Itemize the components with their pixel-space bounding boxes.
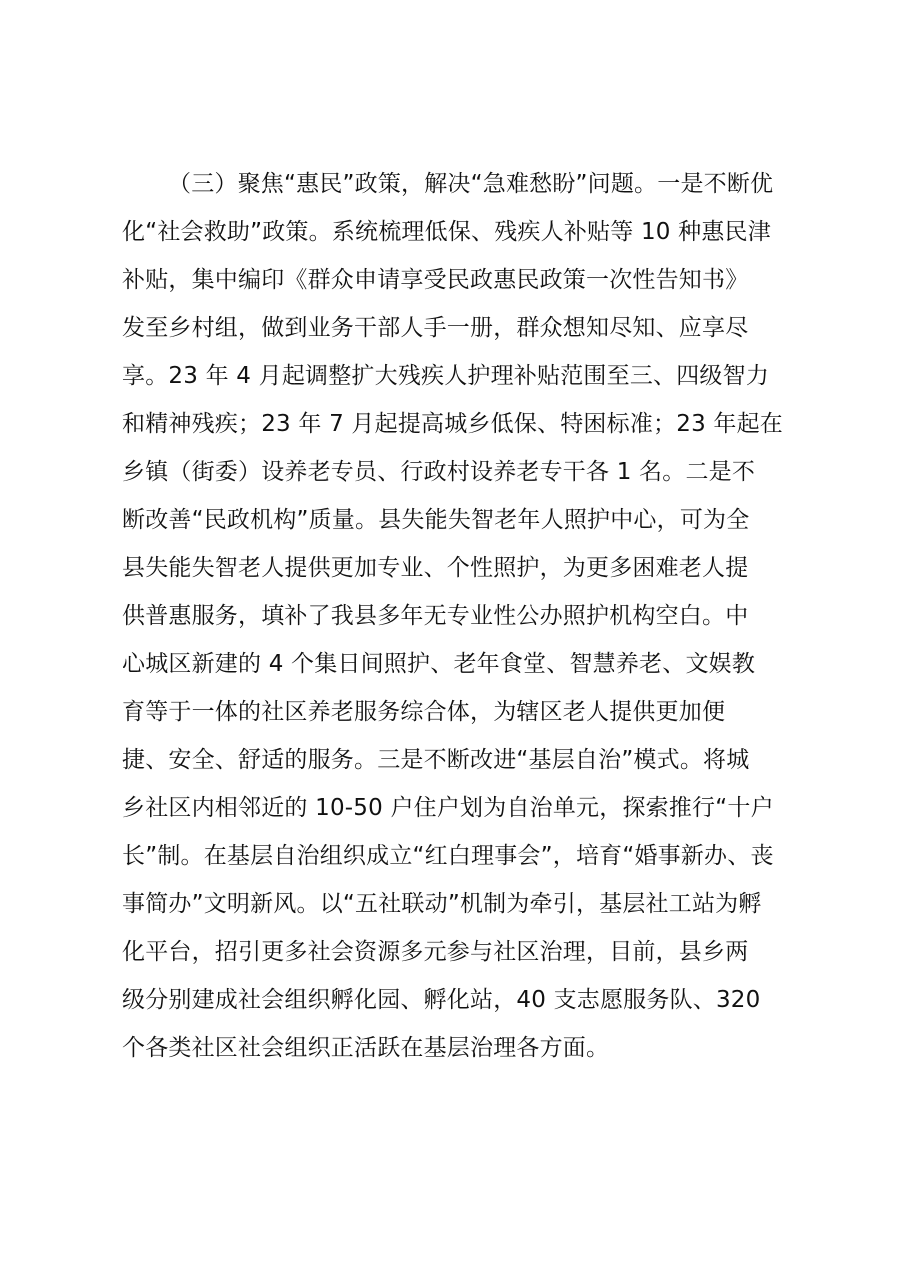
- paragraph-line: 长”制。在基层自治组织成立“红白理事会”，培育“婚事新办、丧: [122, 843, 774, 869]
- paragraph-line: 捷、安全、舒适的服务。三是不断改进“基层自治”模式。将城: [122, 747, 750, 773]
- paragraph-line: 享。23 年 4 月起调整扩大残疾人护理补贴范围至三、四级智力: [122, 363, 770, 389]
- paragraph-line: 心城区新建的 4 个集日间照护、老年食堂、智慧养老、文娱教: [122, 651, 756, 677]
- paragraph-line: 化平台，招引更多社会资源多元参与社区治理，目前，县乡两: [122, 939, 749, 965]
- paragraph-line: 县失能失智老人提供更加专业、个性照护，为更多困难老人提: [122, 555, 749, 581]
- paragraph-line: 乡社区内相邻近的 10-50 户住户划为自治单元，探索推行“十户: [122, 795, 774, 821]
- paragraph-line: 级分别建成社会组织孵化园、孵化站，40 支志愿服务队、320: [122, 987, 761, 1013]
- paragraph-line: 育等于一体的社区养老服务综合体，为辖区老人提供更加便: [122, 699, 726, 725]
- paragraph-line: 乡镇（街委）设养老专员、行政村设养老专干各 1 名。二是不: [122, 459, 756, 485]
- paragraph-line: （三）聚焦“惠民”政策，解决“急难愁盼”问题。一是不断优: [168, 171, 774, 197]
- paragraph-line: 事简办”文明新风。以“五社联动”机制为牵引，基层社工站为孵: [122, 891, 762, 917]
- paragraph-line: 供普惠服务，填补了我县多年无专业性公办照护机构空白。中: [122, 603, 749, 629]
- paragraph-line: 补贴，集中编印《群众申请享受民政惠民政策一次性告知书》: [122, 267, 749, 293]
- paragraph-line: 化“社会救助”政策。系统梳理低保、残疾人补贴等 10 种惠民津: [122, 219, 771, 245]
- paragraph-line: 发至乡村组，做到业务干部人手一册，群众想知尽知、应享尽: [122, 315, 749, 341]
- paragraph-line: 断改善“民政机构”质量。县失能失智老年人照护中心，可为全: [122, 507, 750, 533]
- paragraph-line: 和精神残疾；23 年 7 月起提高城乡低保、特困标准；23 年起在: [122, 411, 784, 437]
- paragraph-line: 个各类社区社会组织正活跃在基层治理各方面。: [122, 1035, 610, 1061]
- body-paragraph: [122, 160, 802, 1072]
